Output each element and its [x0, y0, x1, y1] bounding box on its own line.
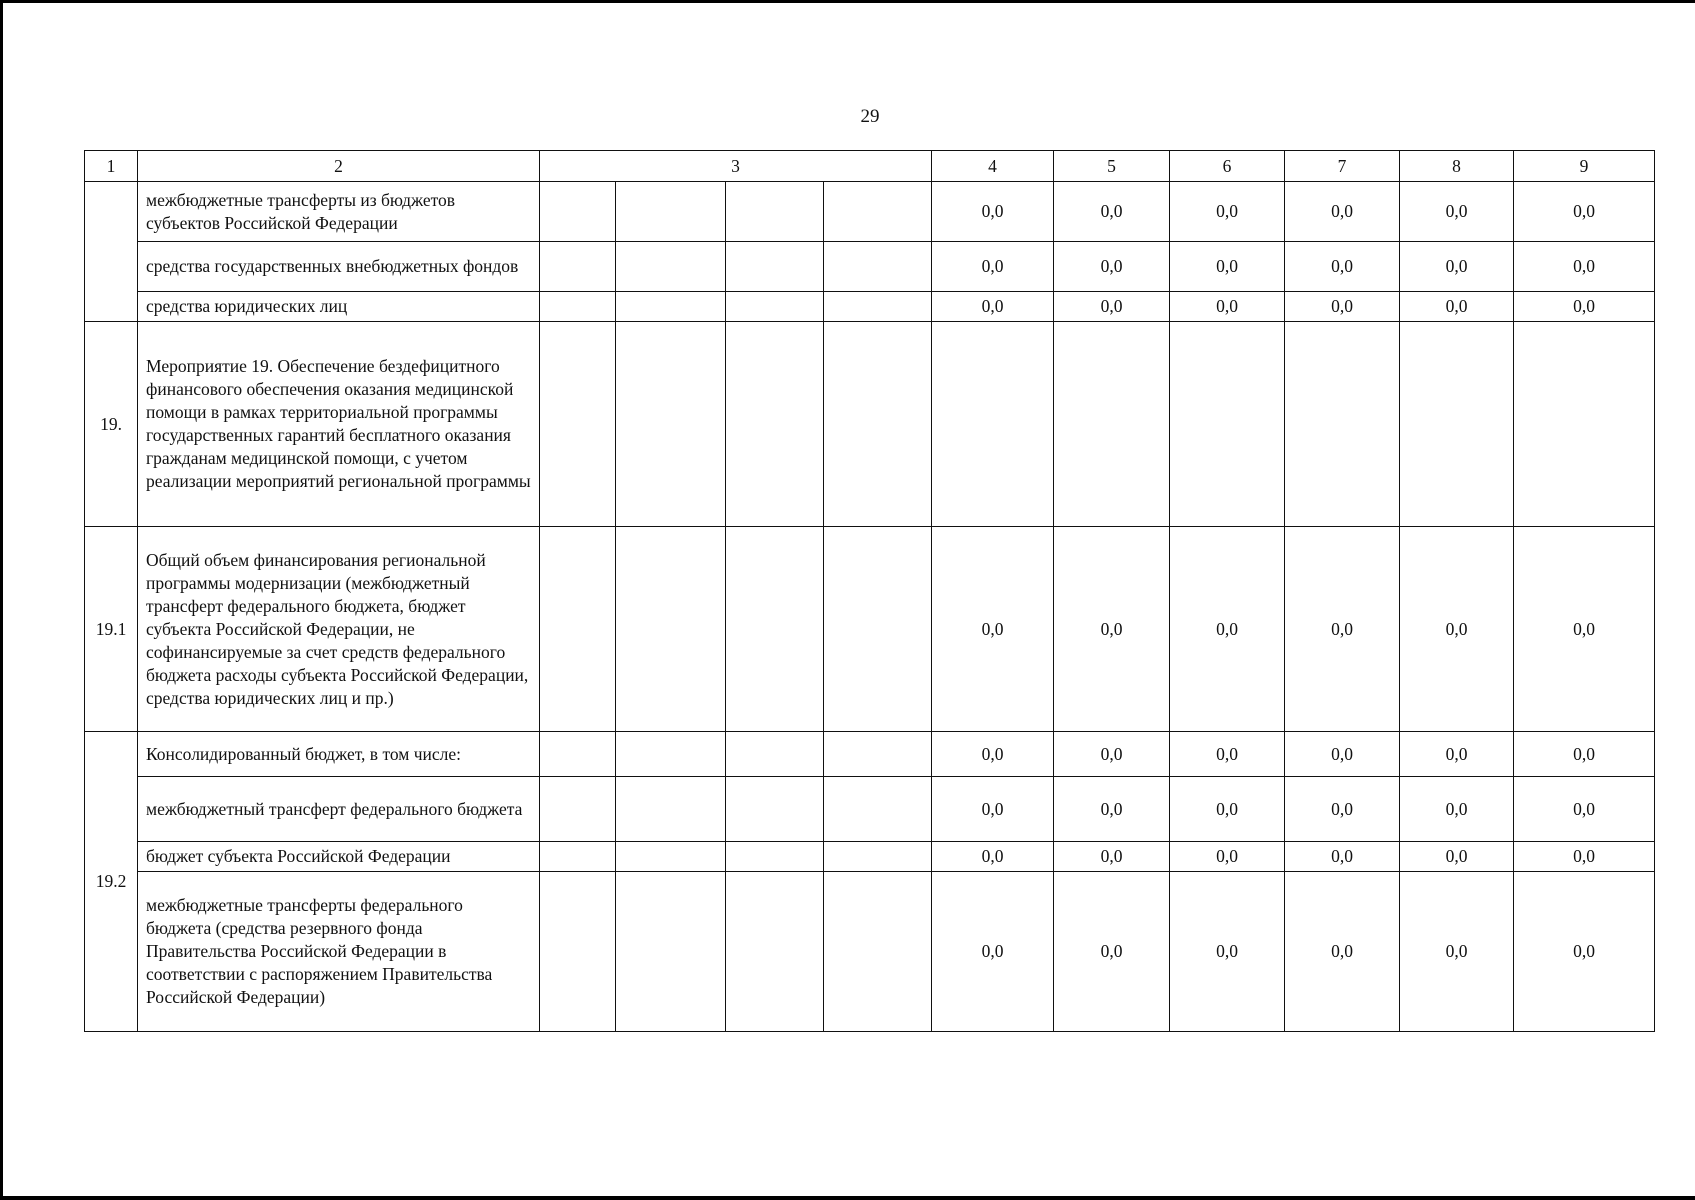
- empty-cell: [616, 182, 726, 242]
- value-cell: 0,0: [1514, 872, 1655, 1032]
- row-number: 19.: [85, 322, 138, 527]
- value-cell: 0,0: [1054, 842, 1170, 872]
- empty-cell: [824, 527, 932, 732]
- row-label: средства государственных внебюджетных фондов: [138, 242, 540, 292]
- row-label: Консолидированный бюджет, в том числе:: [138, 732, 540, 777]
- value-cell: 0,0: [1285, 872, 1400, 1032]
- value-cell: 0,0: [1170, 777, 1285, 842]
- value-cell: 0,0: [1285, 777, 1400, 842]
- header-cell: 9: [1514, 151, 1655, 182]
- empty-cell: [824, 872, 932, 1032]
- empty-cell: [824, 777, 932, 842]
- value-cell: 0,0: [1054, 732, 1170, 777]
- empty-cell: [932, 322, 1054, 527]
- value-cell: 0,0: [1170, 242, 1285, 292]
- table-row: [85, 732, 1655, 777]
- value-cell: 0,0: [1170, 842, 1285, 872]
- header-cell: 3: [540, 151, 932, 182]
- table-row: [85, 242, 1655, 292]
- empty-cell: [540, 292, 616, 322]
- value-cell: 0,0: [1514, 842, 1655, 872]
- empty-cell: [616, 527, 726, 732]
- value-cell: 0,0: [1054, 242, 1170, 292]
- row-label: межбюджетный трансферт федерального бюджета: [138, 777, 540, 842]
- value-cell: 0,0: [1400, 182, 1514, 242]
- header-cell: 5: [1054, 151, 1170, 182]
- table-row: [85, 872, 1655, 1032]
- row-label: Общий объем финансирования региональной программы модернизации (межбюджетный трансферт федерального бюджета, бюджет субъекта Российской Федерации, не софинансируемые за счет средств федерального бюджета расходы субъекта Российской Федерации, средства юридических лиц и пр.): [138, 527, 540, 732]
- value-cell: 0,0: [1514, 777, 1655, 842]
- empty-cell: [540, 777, 616, 842]
- value-cell: 0,0: [1285, 242, 1400, 292]
- empty-cell: [824, 842, 932, 872]
- value-cell: 0,0: [932, 842, 1054, 872]
- value-cell: 0,0: [1170, 292, 1285, 322]
- table-row: [85, 182, 1655, 242]
- row-label: Мероприятие 19. Обеспечение бездефицитного финансового обеспечения оказания медицинской помощи в рамках территориальной программы государственных гарантий бесплатного оказания гражданам медицинской помощи, с учетом реализации мероприятий региональной программы: [138, 322, 540, 527]
- value-cell: 0,0: [1054, 292, 1170, 322]
- empty-cell: [726, 322, 824, 527]
- empty-cell: [1514, 322, 1655, 527]
- empty-cell: [726, 242, 824, 292]
- empty-cell: [540, 527, 616, 732]
- value-cell: 0,0: [1514, 292, 1655, 322]
- value-cell: 0,0: [932, 527, 1054, 732]
- table-row: [85, 777, 1655, 842]
- empty-cell: [824, 242, 932, 292]
- value-cell: 0,0: [932, 292, 1054, 322]
- value-cell: 0,0: [1400, 872, 1514, 1032]
- row-number: 19.2: [85, 732, 138, 1032]
- value-cell: 0,0: [1054, 182, 1170, 242]
- value-cell: 0,0: [1170, 182, 1285, 242]
- empty-cell: [726, 292, 824, 322]
- empty-cell: [1170, 322, 1285, 527]
- header-cell: 7: [1285, 151, 1400, 182]
- empty-cell: [540, 872, 616, 1032]
- scan-edge-top: [0, 0, 1695, 3]
- value-cell: 0,0: [1285, 182, 1400, 242]
- empty-cell: [824, 292, 932, 322]
- value-cell: 0,0: [932, 732, 1054, 777]
- empty-cell: [824, 182, 932, 242]
- row-number: 19.1: [85, 527, 138, 732]
- page-number: 29: [860, 106, 880, 127]
- value-cell: 0,0: [932, 242, 1054, 292]
- empty-cell: [824, 322, 932, 527]
- header-cell: 4: [932, 151, 1054, 182]
- value-cell: 0,0: [1400, 777, 1514, 842]
- row-label: межбюджетные трансферты федерального бюджета (средства резервного фонда Правительства Российской Федерации в соответствии с распоряжением Правительства Российской Федерации): [138, 872, 540, 1032]
- value-cell: 0,0: [1400, 527, 1514, 732]
- value-cell: 0,0: [1170, 732, 1285, 777]
- empty-cell: [540, 842, 616, 872]
- header-cell: 6: [1170, 151, 1285, 182]
- empty-cell: [824, 732, 932, 777]
- row-number-empty: [85, 182, 138, 322]
- empty-cell: [1285, 322, 1400, 527]
- row-label: межбюджетные трансферты из бюджетов субъектов Российской Федерации: [138, 182, 540, 242]
- value-cell: 0,0: [1054, 872, 1170, 1032]
- empty-cell: [616, 777, 726, 842]
- value-cell: 0,0: [1285, 732, 1400, 777]
- empty-cell: [616, 322, 726, 527]
- empty-cell: [616, 242, 726, 292]
- value-cell: 0,0: [1514, 527, 1655, 732]
- empty-cell: [616, 732, 726, 777]
- empty-cell: [616, 292, 726, 322]
- empty-cell: [1054, 322, 1170, 527]
- value-cell: 0,0: [1400, 242, 1514, 292]
- value-cell: 0,0: [1170, 527, 1285, 732]
- scan-edge-bottom: [0, 1196, 1695, 1200]
- value-cell: 0,0: [1400, 292, 1514, 322]
- value-cell: 0,0: [932, 182, 1054, 242]
- value-cell: 0,0: [1400, 732, 1514, 777]
- value-cell: 0,0: [932, 872, 1054, 1032]
- table-row: [85, 322, 1655, 527]
- table-row: [85, 292, 1655, 322]
- empty-cell: [1400, 322, 1514, 527]
- empty-cell: [726, 732, 824, 777]
- empty-cell: [726, 842, 824, 872]
- value-cell: 0,0: [1514, 182, 1655, 242]
- empty-cell: [540, 182, 616, 242]
- empty-cell: [726, 527, 824, 732]
- financing-table: [84, 150, 1655, 1032]
- header-cell: 2: [138, 151, 540, 182]
- scan-edge-left: [0, 0, 3, 1200]
- value-cell: 0,0: [1170, 872, 1285, 1032]
- value-cell: 0,0: [1285, 292, 1400, 322]
- empty-cell: [726, 777, 824, 842]
- value-cell: 0,0: [1054, 777, 1170, 842]
- header-cell: 1: [85, 151, 138, 182]
- value-cell: 0,0: [1054, 527, 1170, 732]
- empty-cell: [616, 842, 726, 872]
- value-cell: 0,0: [1400, 842, 1514, 872]
- empty-cell: [540, 242, 616, 292]
- empty-cell: [726, 182, 824, 242]
- row-label: бюджет субъекта Российской Федерации: [138, 842, 540, 872]
- value-cell: 0,0: [1285, 842, 1400, 872]
- value-cell: 0,0: [1514, 732, 1655, 777]
- empty-cell: [726, 872, 824, 1032]
- empty-cell: [540, 732, 616, 777]
- value-cell: 0,0: [1514, 242, 1655, 292]
- table-row: [85, 527, 1655, 732]
- empty-cell: [616, 872, 726, 1032]
- table-row: [85, 842, 1655, 872]
- header-row: [85, 151, 1655, 182]
- value-cell: 0,0: [932, 777, 1054, 842]
- value-cell: 0,0: [1285, 527, 1400, 732]
- row-label: средства юридических лиц: [138, 292, 540, 322]
- header-cell: 8: [1400, 151, 1514, 182]
- empty-cell: [540, 322, 616, 527]
